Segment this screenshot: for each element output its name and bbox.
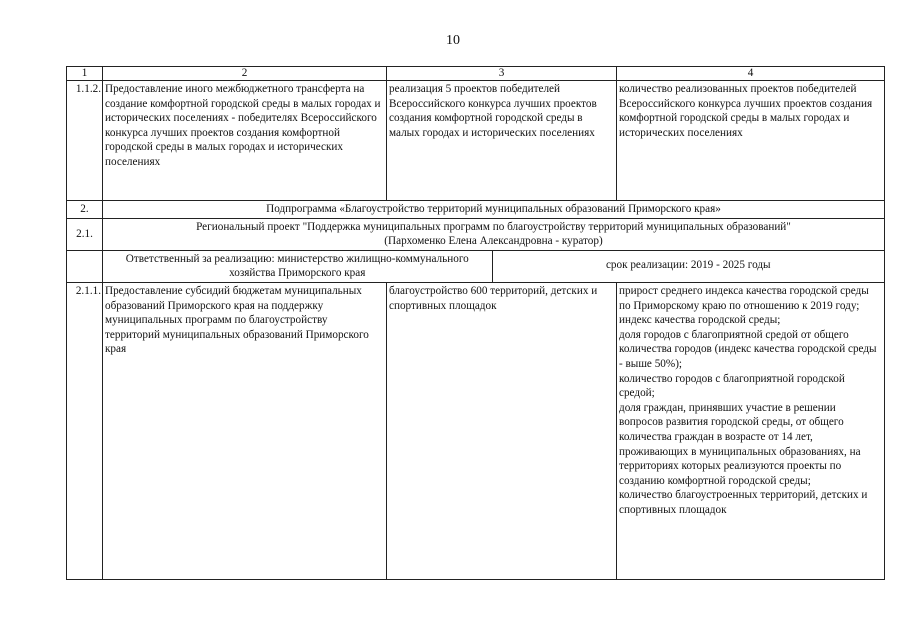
indicator-line: количество благоустроенных территорий, детских и спортивных площадок [619, 489, 868, 516]
page-number: 10 [446, 33, 460, 48]
indicator-line: прирост среднего индекса качества городской среды по Приморскому краю по отношению к 2019 году; [619, 284, 869, 312]
table-row-2-1 [67, 218, 885, 250]
indicator-line: количество городов с благоприятной городской средой; [619, 372, 845, 400]
table-row-responsible [67, 250, 885, 282]
result-cell: благоустройство 600 территорий, детских и спортивных площадок [387, 282, 617, 579]
header-cell-1: 1 [67, 67, 103, 81]
row-number: 2.1. [67, 218, 103, 250]
row-number: 1.1.2. [67, 81, 103, 201]
indicator-cell: количество реализованных проектов победителей Всероссийского конкурса лучших проектов создания комфортной городской среды в малых городах и исторических поселениях [617, 81, 885, 201]
responsible-text: Ответственный за реализацию: министерство жилищно-коммунального хозяйства Приморского края [103, 251, 493, 282]
period-text: срок реализации: 2019 - 2025 годы [605, 258, 771, 271]
subprogram-title: Подпрограмма «Благоустройство территорий муниципальных образований Приморского края» [103, 201, 885, 219]
indicator-cell [617, 282, 885, 579]
indicator-line: доля граждан, принявших участие в решении вопросов развития городской среды, от общего количества граждан в возрасте от 14 лет, проживающих в муниципальных образованиях, на территориях которых реализуются проекты по созданию комфортной городской среды; [619, 401, 861, 487]
row-number: 2. [67, 201, 103, 219]
regional-project-curator: (Пархоменко Елена Александровна - куратор) [384, 235, 603, 248]
program-table [66, 66, 885, 580]
header-row [67, 67, 885, 81]
indicator-line: индекс качества городской среды; [619, 314, 781, 327]
table-row-1-1-2 [67, 81, 885, 201]
result-cell: реализация 5 проектов победителей Всероссийского конкурса лучших проектов создания комфортной городской среды в малых городах и исторических поселениях [387, 81, 617, 201]
responsible-row-cell [103, 250, 885, 282]
empty-cell [67, 250, 103, 282]
header-cell-2: 2 [103, 67, 387, 81]
header-cell-3: 3 [387, 67, 617, 81]
activity-cell: Предоставление субсидий бюджетам муниципальных образований Приморского края на поддержку муниципальных программ по благоустройству территорий муниципальных образований Приморского края [103, 282, 387, 579]
header-cell-4: 4 [617, 67, 885, 81]
row-number: 2.1.1. [67, 282, 103, 579]
table-row-2 [67, 201, 885, 219]
regional-project-title [103, 218, 885, 250]
table-row-2-1-1 [67, 282, 885, 579]
activity-cell: Предоставление иного межбюджетного трансферта на создание комфортной городской среды в малых городах и исторических поселениях - победителях Всероссийского конкурса лучших проектов создания комфортной городской среды в малых городах и исторических поселениях [103, 81, 387, 201]
regional-project-name: Региональный проект "Поддержка муниципальных программ по благоустройству территорий муниципальных образований" [196, 220, 791, 233]
indicator-line: доля городов с благоприятной средой от общего количества городов (индекс качества городской среды - выше 50%); [619, 328, 877, 370]
